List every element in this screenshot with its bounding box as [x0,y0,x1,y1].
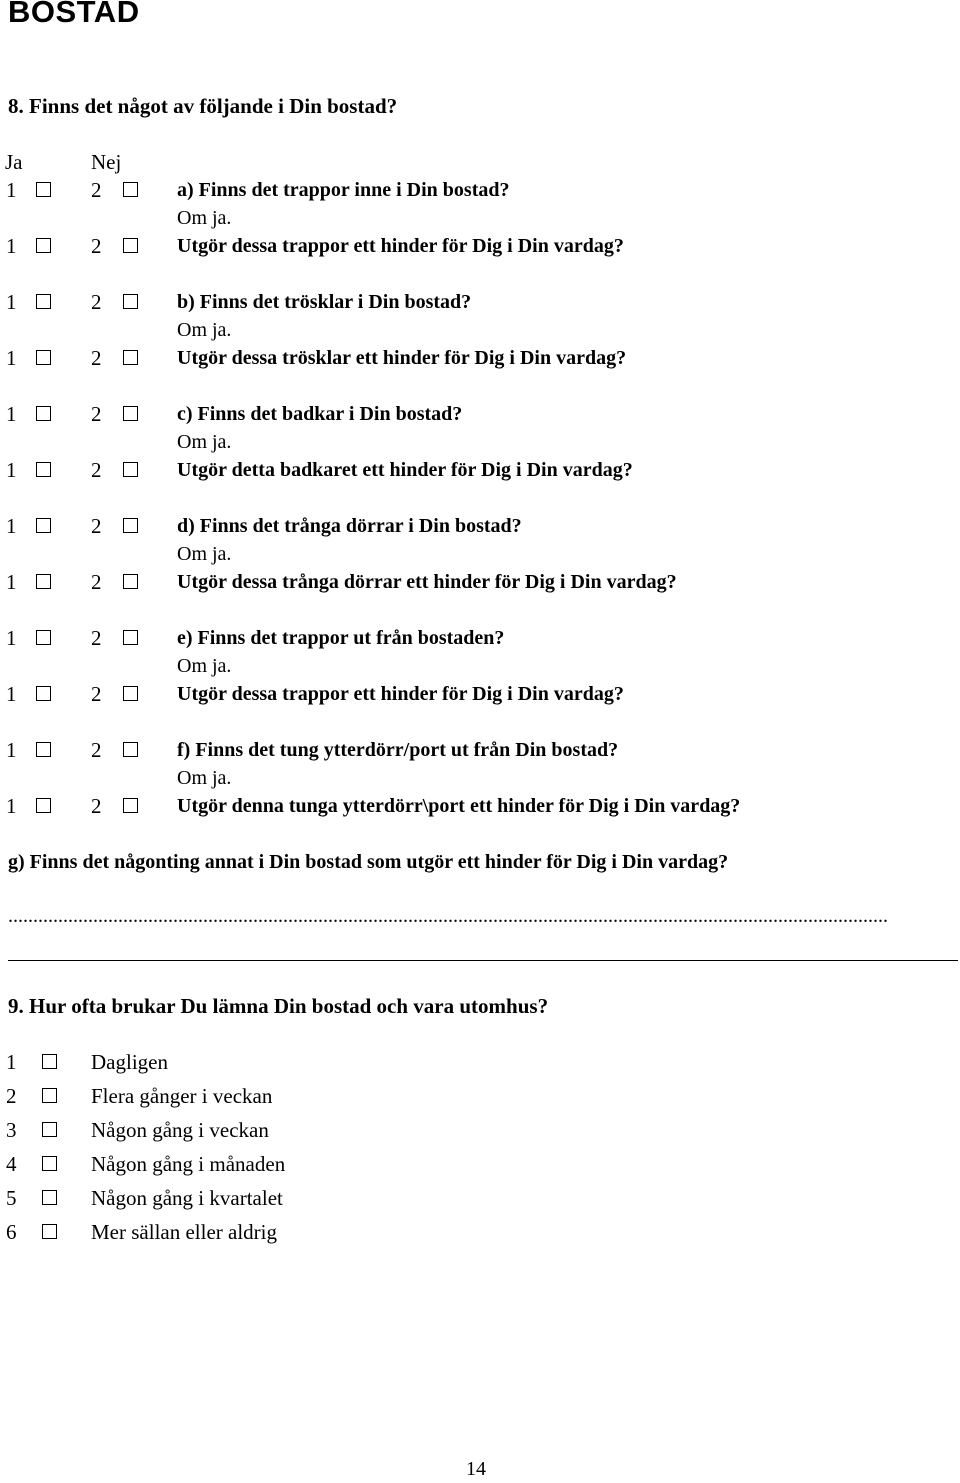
followup-label: Om ja. [177,655,232,677]
option-checkbox[interactable] [42,1156,57,1171]
option-code: 5 [6,1186,17,1210]
yes-code: 1 [6,178,17,202]
question-text: Utgör denna tunga ytterdörr\port ett hinder för Dig i Din vardag? [177,795,741,817]
yes-checkbox[interactable] [36,406,51,421]
no-code: 2 [91,178,102,202]
question-row-followup [0,680,960,708]
no-checkbox[interactable] [123,574,138,589]
no-checkbox[interactable] [123,350,138,365]
question-row-followup [0,232,960,260]
question-9-title: 9. Hur ofta brukar Du lämna Din bostad och vara utomhus? [8,994,549,1018]
no-checkbox[interactable] [123,238,138,253]
option-code: 2 [6,1084,17,1108]
yes-checkbox[interactable] [36,182,51,197]
no-checkbox[interactable] [123,182,138,197]
option-checkbox[interactable] [42,1088,57,1103]
no-code: 2 [91,290,102,314]
section-title: BOSTAD [8,0,140,29]
yes-checkbox[interactable] [36,294,51,309]
followup-label: Om ja. [177,207,232,229]
frequency-option [0,1082,600,1110]
yes-checkbox[interactable] [36,462,51,477]
yes-code: 1 [6,682,17,706]
followup-label: Om ja. [177,767,232,789]
frequency-option [0,1184,600,1212]
option-label: Mer sällan eller aldrig [91,1220,278,1244]
yes-checkbox[interactable] [36,742,51,757]
question-row-main [0,288,960,316]
question-text: f) Finns det tung ytterdörr/port ut från Din bostad? [177,739,619,761]
option-label: Någon gång i kvartalet [91,1186,283,1210]
section-divider [8,960,958,961]
no-code: 2 [91,234,102,258]
no-code: 2 [91,682,102,706]
option-label: Flera gånger i veckan [91,1084,273,1108]
option-checkbox[interactable] [42,1190,57,1205]
answer-line[interactable]: ................................................................................................................................................................................ [8,906,888,926]
yes-code: 1 [6,234,17,258]
yes-checkbox[interactable] [36,630,51,645]
yes-checkbox[interactable] [36,798,51,813]
yes-code: 1 [6,458,17,482]
option-checkbox[interactable] [42,1054,57,1069]
frequency-option [0,1048,600,1076]
yes-code: 1 [6,514,17,538]
no-checkbox[interactable] [123,294,138,309]
question-8-title: 8. Finns det något av följande i Din bostad? [8,94,398,118]
question-text: a) Finns det trappor inne i Din bostad? [177,179,510,201]
question-row-main [0,400,960,428]
yes-checkbox[interactable] [36,238,51,253]
frequency-option [0,1218,600,1246]
no-code: 2 [91,626,102,650]
option-code: 1 [6,1050,17,1074]
question-row-followup [0,456,960,484]
question-row-followup [0,568,960,596]
followup-label: Om ja. [177,543,232,565]
option-code: 4 [6,1152,17,1176]
question-text: e) Finns det trappor ut från bostaden? [177,627,505,649]
yes-code: 1 [6,570,17,594]
frequency-option [0,1150,600,1178]
question-text: b) Finns det trösklar i Din bostad? [177,291,472,313]
no-code: 2 [91,794,102,818]
yes-code: 1 [6,626,17,650]
yes-code: 1 [6,738,17,762]
question-row-main [0,624,960,652]
question-text: Utgör dessa trappor ett hinder för Dig i Din vardag? [177,683,624,705]
no-checkbox[interactable] [123,742,138,757]
question-row-followup [0,792,960,820]
yes-checkbox[interactable] [36,574,51,589]
no-code: 2 [91,738,102,762]
question-text: c) Finns det badkar i Din bostad? [177,403,463,425]
option-label: Dagligen [91,1050,168,1074]
option-checkbox[interactable] [42,1224,57,1239]
frequency-option [0,1116,600,1144]
yes-code: 1 [6,346,17,370]
no-checkbox[interactable] [123,630,138,645]
question-row-followup [0,344,960,372]
option-code: 6 [6,1220,17,1244]
no-code: 2 [91,514,102,538]
no-checkbox[interactable] [123,798,138,813]
question-text: Utgör dessa trappor ett hinder för Dig i Din vardag? [177,235,624,257]
yes-code: 1 [6,794,17,818]
question-row-main [0,512,960,540]
question-text: d) Finns det trånga dörrar i Din bostad? [177,515,522,537]
option-checkbox[interactable] [42,1122,57,1137]
option-code: 3 [6,1118,17,1142]
no-code: 2 [91,458,102,482]
question-text: Utgör dessa trånga dörrar ett hinder för Dig i Din vardag? [177,571,677,593]
yes-checkbox[interactable] [36,518,51,533]
question-row-main [0,736,960,764]
yes-checkbox[interactable] [36,350,51,365]
no-code: 2 [91,402,102,426]
no-checkbox[interactable] [123,462,138,477]
option-label: Någon gång i veckan [91,1118,269,1142]
no-checkbox[interactable] [123,406,138,421]
no-code: 2 [91,346,102,370]
yes-code: 1 [6,290,17,314]
followup-label: Om ja. [177,319,232,341]
no-checkbox[interactable] [123,686,138,701]
page-number: 14 [466,1458,486,1480]
column-header-no: Nej [91,150,122,174]
question-text: Utgör detta badkaret ett hinder för Dig i Din vardag? [177,459,633,481]
yes-code: 1 [6,402,17,426]
no-code: 2 [91,570,102,594]
option-label: Någon gång i månaden [91,1152,286,1176]
followup-label: Om ja. [177,431,232,453]
column-header-yes: Ja [5,150,23,174]
question-row-main [0,176,960,204]
open-question-g: g) Finns det någonting annat i Din bostad som utgör ett hinder för Dig i Din vardag? [8,851,729,873]
no-checkbox[interactable] [123,518,138,533]
yes-checkbox[interactable] [36,686,51,701]
question-text: Utgör dessa trösklar ett hinder för Dig i Din vardag? [177,347,627,369]
